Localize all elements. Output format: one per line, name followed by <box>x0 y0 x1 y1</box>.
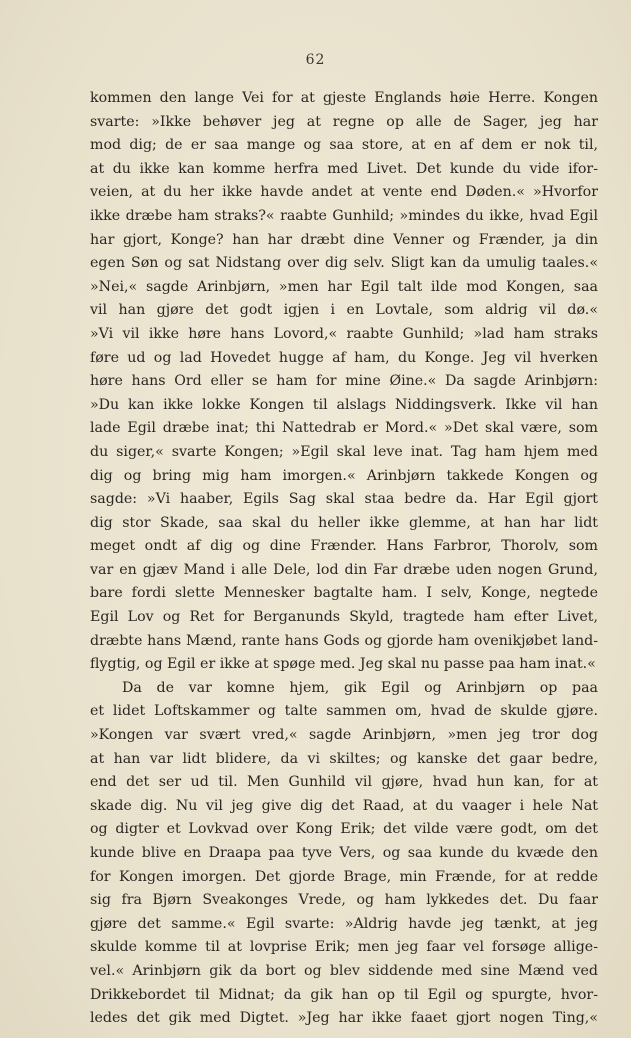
text-line: dig og bring mig ham imorgen.« Arinbjørn takkede Kongen og <box>90 467 598 484</box>
text-line: mod dig; de er saa mange og saa store, at en af dem er nok til, <box>90 137 598 154</box>
text-line: vil han gjøre det godt igjen i en Lovtale, som aldrig vil dø.« <box>90 302 598 319</box>
page-number: 62 <box>305 52 326 68</box>
text-line: svarte: »Ikke behøver jeg at regne op alle de Sager, jeg har <box>90 113 598 130</box>
text-line: føre ud og lad Hovedet hugge af ham, du Konge. Jeg vil hverken <box>90 349 598 366</box>
text-line: meget ondt af dig og dine Frænder. Hans Farbror, Thorolv, som <box>90 538 598 555</box>
text-line: var en gjæv Mand i alle Dele, lod din Far dræbe uden nogen Grund, <box>90 561 598 578</box>
text-line: for Kongen imorgen. Det gjorde Brage, min Frænde, for at redde <box>90 868 598 885</box>
text-line: dræbte hans Mænd, rante hans Gods og gjorde ham ovenikjøbet land- <box>90 632 598 649</box>
text-line: kunde blive en Draapa paa tyve Vers, og saa kunde du kvæde den <box>90 845 598 861</box>
text-line: »Nei,« sagde Arinbjørn, »men har Egil talt ilde mod Kongen, saa <box>90 278 598 295</box>
text-line: og digter et Lovkvad over Kong Erik; det vilde være godt, om det <box>90 821 598 838</box>
text-line: »Vi vil ikke høre hans Lovord,« raabte Gunhild; »lad ham straks <box>90 325 598 342</box>
text-line: du siger,« svarte Kongen; »Egil skal leve inat. Tag ham hjem med <box>90 443 598 460</box>
text-line: sagde: »Vi haaber, Egils Sag skal staa bedre da. Har Egil gjort <box>90 491 598 508</box>
text-line: bare fordi slette Mennesker bagtalte ham. I selv, Konge, negtede <box>90 585 598 602</box>
text-line: høre hans Ord eller se ham for mine Øine.« Da sagde Arinbjørn: <box>90 373 598 390</box>
text-line: egen Søn og sat Nidstang over dig selv. Sligt kan da umulig taales.« <box>90 255 598 272</box>
text-line: at du ikke kan komme herfra med Livet. Det kunde du vide ifor- <box>90 160 598 177</box>
text-line: har gjort, Konge? han har dræbt dine Venner og Frænder, ja din <box>90 231 598 248</box>
text-line: ikke dræbe ham straks?« raabte Gunhild; »mindes du ikke, hvad Egil <box>90 207 598 224</box>
text-line: veien, at du her ikke havde andet at vente end Døden.« »Hvorfor <box>90 184 598 201</box>
text-line: dig stor Skade, saa skal du heller ikke glemme, at han har lidt <box>90 514 598 531</box>
text-line: sig fra Bjørn Sveakonges Vrede, og ham lykkedes det. Du faar <box>90 892 598 909</box>
text-line: skade dig. Nu vil jeg give dig det Raad, at du vaager i hele Nat <box>90 797 598 814</box>
text-line: et lidet Loftskammer og talte sammen om, hvad de skulde gjøre. <box>90 703 598 720</box>
text-line: at han var lidt blidere, da vi skiltes; og kanske det gaar bedre, <box>90 750 598 767</box>
text-line: gjøre det samme.« Egil svarte: »Aldrig havde jeg tænkt, at jeg <box>90 915 598 932</box>
text-line: skulde komme til at lovprise Erik; men jeg faar vel forsøge allige- <box>90 939 598 956</box>
text-line: flygtig, og Egil er ikke at spøge med. Jeg skal nu passe paa ham inat.« <box>90 656 596 673</box>
text-line: end det ser ud til. Men Gunhild vil gjøre, hvad hun kan, for at <box>90 774 598 791</box>
body-text <box>90 87 598 1031</box>
text-line: lade Egil dræbe inat; thi Nattedrab er Mord.« »Det skal være, som <box>90 420 598 437</box>
text-line: vel.« Arinbjørn gik da bort og blev siddende med sine Mænd ved <box>90 962 598 979</box>
text-line: Egil Lov og Ret for Berganunds Skyld, tragtede ham efter Livet, <box>90 609 598 626</box>
text-line: »Kongen var svært vred,« sagde Arinbjørn, »men jeg tror dog <box>90 727 598 744</box>
text-line: ledes det gik med Digtet. »Jeg har ikke faaet gjort nogen Ting,« <box>90 1010 598 1027</box>
text-line: »Du kan ikke lokke Kongen til alslags Niddingsverk. Ikke vil han <box>90 396 598 413</box>
text-line: Da de var komne hjem, gik Egil og Arinbjørn op paa <box>122 679 598 696</box>
text-line: Drikkebordet til Midnat; da gik han op til Egil og spurgte, hvor- <box>90 986 598 1003</box>
text-line: kommen den lange Vei for at gjeste Englands høie Herre. Kongen <box>90 90 598 106</box>
